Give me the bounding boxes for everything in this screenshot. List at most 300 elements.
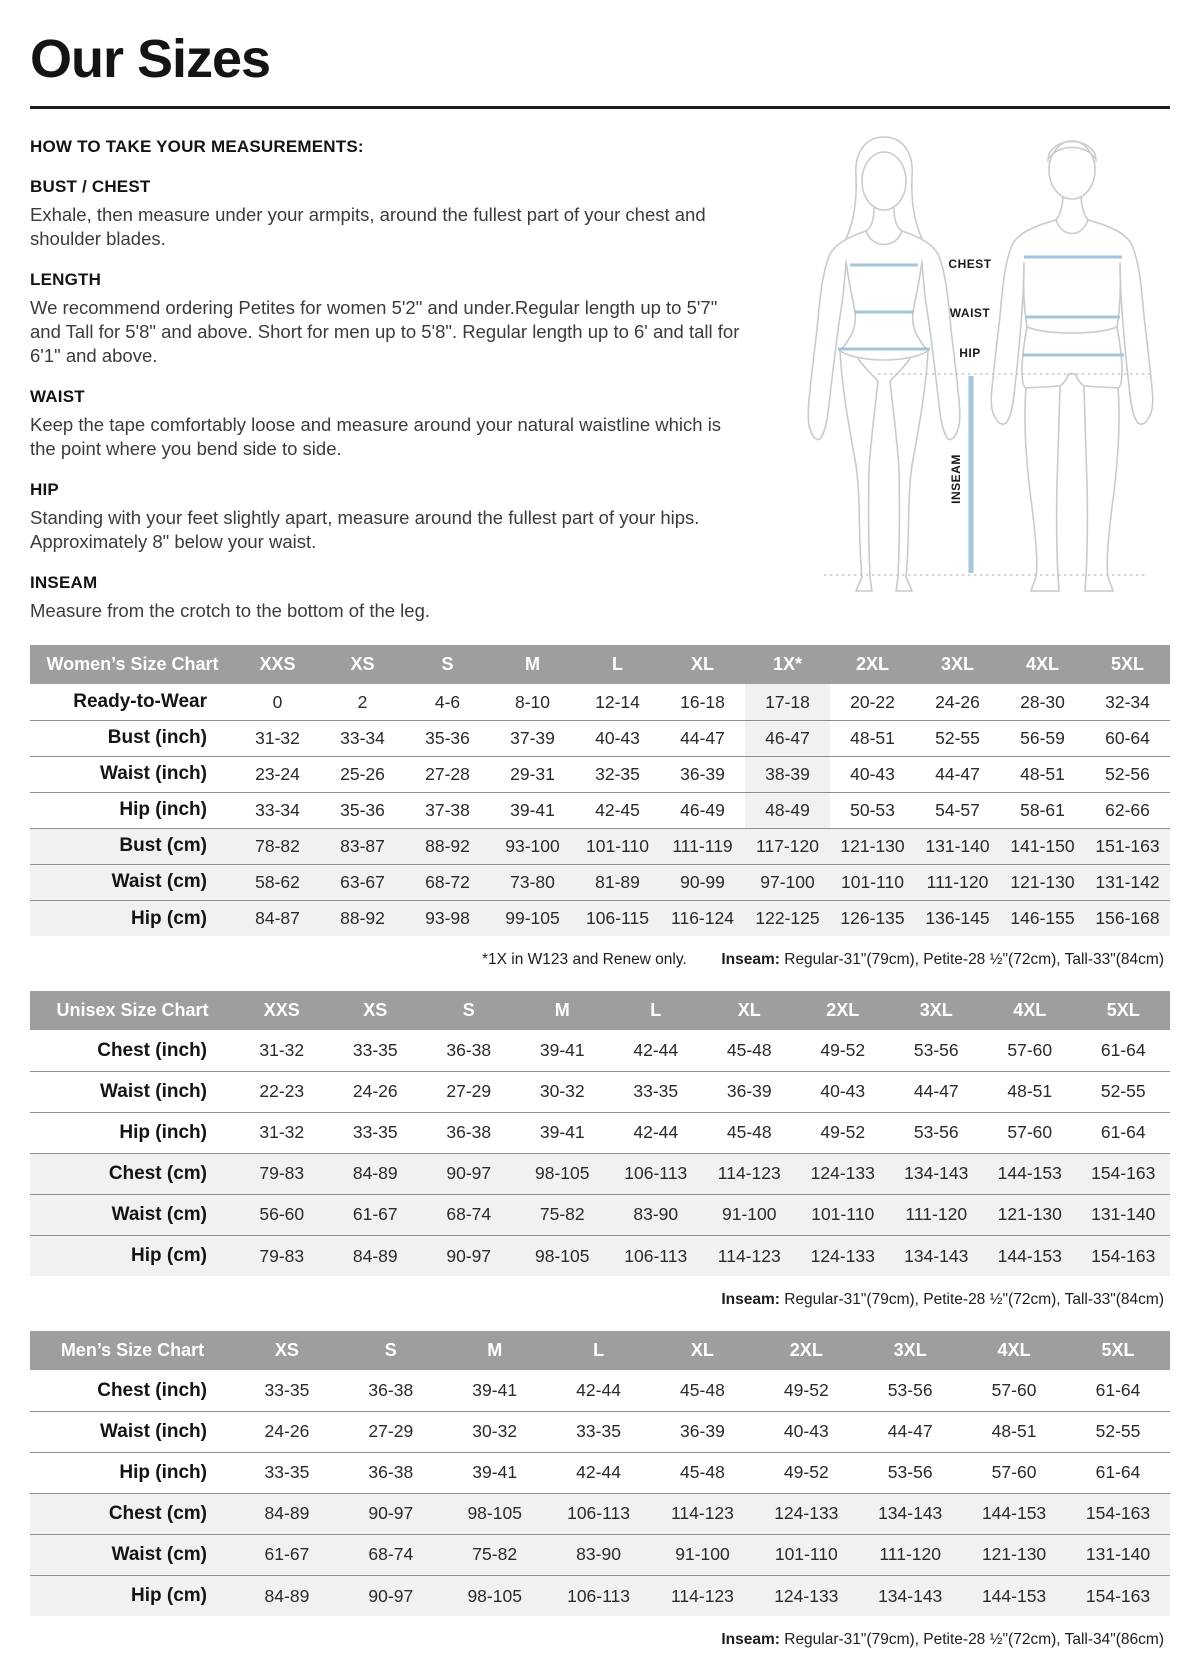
size-value-cell: 79-83 xyxy=(235,1235,329,1276)
size-value-cell: 57-60 xyxy=(983,1112,1077,1153)
size-value-cell: 131-142 xyxy=(1085,864,1170,900)
size-value-cell: 44-47 xyxy=(858,1411,962,1452)
size-column-header: XXS xyxy=(235,645,320,684)
size-value-cell: 84-89 xyxy=(329,1235,423,1276)
size-column-header: 2XL xyxy=(754,1331,858,1370)
size-value-cell: 25-26 xyxy=(320,756,405,792)
size-value-cell: 52-55 xyxy=(1077,1071,1171,1112)
size-value-cell: 16-18 xyxy=(680,691,725,712)
size-value-cell: 61-64 xyxy=(1066,1452,1170,1493)
mens-table-notes xyxy=(30,1631,1170,1649)
table-row xyxy=(30,1575,1170,1616)
table-row xyxy=(30,1071,1170,1112)
size-column-header: XL xyxy=(651,1331,755,1370)
size-value-cell: 48-51 xyxy=(830,720,915,756)
size-column-header: XS xyxy=(320,645,405,684)
size-value-cell: 35-36 xyxy=(405,720,490,756)
table-row xyxy=(30,1452,1170,1493)
size-value-cell: 48-49 xyxy=(745,792,830,828)
size-column-header: 5XL xyxy=(1085,645,1170,684)
size-value-cell: 46-47 xyxy=(745,720,830,756)
size-value-cell: 124-133 xyxy=(796,1235,890,1276)
size-value-cell: 121-130 xyxy=(830,828,915,864)
womens-size-table-container xyxy=(30,645,1170,936)
size-value-cell: 33-35 xyxy=(264,1380,310,1401)
size-value-cell: 36-38 xyxy=(339,1452,443,1493)
size-column-header: S xyxy=(339,1331,443,1370)
size-value-cell: 134-143 xyxy=(858,1493,962,1534)
size-column-header: L xyxy=(547,1331,651,1370)
size-value-cell: 40-43 xyxy=(830,756,915,792)
size-value-cell: 22-23 xyxy=(235,1071,329,1112)
inseam-note-label: Inseam: xyxy=(721,1291,780,1309)
size-column-header: XS xyxy=(329,991,423,1030)
table-row xyxy=(30,684,1170,720)
size-column-header: 1X* xyxy=(745,645,830,684)
size-value-cell: 83-90 xyxy=(547,1534,651,1575)
size-value-cell: 124-133 xyxy=(754,1493,858,1534)
size-value-cell: 61-64 xyxy=(1077,1112,1171,1153)
size-value-cell: 101-110 xyxy=(796,1194,890,1235)
table-row xyxy=(30,900,1170,936)
size-value-cell: 46-49 xyxy=(660,792,745,828)
row-label: Hip (cm) xyxy=(30,900,235,936)
row-label: Waist (inch) xyxy=(30,1411,235,1452)
section-body-inseam: Measure from the crotch to the bottom of the leg. xyxy=(30,600,431,622)
size-value-cell: 28-30 xyxy=(1020,691,1065,712)
size-value-cell: 144-153 xyxy=(983,1235,1077,1276)
size-value-cell: 42-44 xyxy=(547,1452,651,1493)
size-value-cell: 48-51 xyxy=(983,1071,1077,1112)
size-value-cell: 101-110 xyxy=(754,1534,858,1575)
table-row xyxy=(30,756,1170,792)
size-value-cell: 106-113 xyxy=(609,1235,703,1276)
table-row xyxy=(30,864,1170,900)
row-label: Hip (inch) xyxy=(30,1112,235,1153)
size-value-cell: 134-143 xyxy=(890,1153,984,1194)
size-value-cell: 126-135 xyxy=(830,900,915,936)
size-table xyxy=(30,645,1170,936)
size-column-header: 3XL xyxy=(915,645,1000,684)
size-value-cell: 33-35 xyxy=(352,1040,398,1061)
unisex-size-table-container xyxy=(30,991,1170,1276)
size-value-cell: 36-39 xyxy=(651,1411,755,1452)
size-value-cell: 131-140 xyxy=(1066,1534,1170,1575)
size-value-cell: 124-133 xyxy=(754,1575,858,1616)
size-value-cell: 57-60 xyxy=(962,1452,1066,1493)
table-row xyxy=(30,1112,1170,1153)
size-column-header: XS xyxy=(235,1331,339,1370)
size-value-cell: 154-163 xyxy=(1066,1575,1170,1616)
size-value-cell: 36-39 xyxy=(703,1071,797,1112)
size-value-cell: 33-34 xyxy=(235,792,320,828)
size-value-cell: 98-105 xyxy=(443,1493,547,1534)
size-value-cell: 90-99 xyxy=(660,864,745,900)
size-value-cell: 58-61 xyxy=(1000,792,1085,828)
size-value-cell: 44-47 xyxy=(890,1071,984,1112)
inseam-note xyxy=(721,1291,1164,1309)
size-value-cell: 98-105 xyxy=(516,1235,610,1276)
size-column-header: XL xyxy=(703,991,797,1030)
size-value-cell: 48-51 xyxy=(1000,756,1085,792)
size-value-cell: 63-67 xyxy=(320,864,405,900)
size-column-header: 3XL xyxy=(890,991,984,1030)
size-value-cell: 36-38 xyxy=(446,1040,492,1061)
man-figure xyxy=(991,141,1153,591)
size-value-cell: 131-140 xyxy=(1077,1194,1171,1235)
row-label: Bust (inch) xyxy=(30,720,235,756)
row-label: Chest (inch) xyxy=(97,1039,207,1061)
size-value-cell: 42-44 xyxy=(633,1040,679,1061)
size-value-cell: 79-83 xyxy=(235,1153,329,1194)
row-label: Bust (cm) xyxy=(30,828,235,864)
size-value-cell: 44-47 xyxy=(915,756,1000,792)
size-column-header: 2XL xyxy=(830,645,915,684)
size-value-cell: 116-124 xyxy=(660,900,745,936)
size-value-cell: 40-43 xyxy=(575,720,660,756)
size-value-cell: 84-89 xyxy=(329,1153,423,1194)
size-value-cell: 84-89 xyxy=(235,1493,339,1534)
size-column-header: M xyxy=(490,645,575,684)
size-value-cell: 58-62 xyxy=(235,864,320,900)
row-label: Waist (inch) xyxy=(30,1071,235,1112)
table-row xyxy=(30,1411,1170,1452)
size-value-cell: 39-41 xyxy=(472,1380,518,1401)
size-column-header: 4XL xyxy=(983,991,1077,1030)
size-value-cell: 53-56 xyxy=(913,1040,959,1061)
table-row xyxy=(30,720,1170,756)
section-body-length: We recommend ordering Petites for women 5'2" and under.Regular length up to 5'7" and Tall for 5'8" and above. Short for men up to 5'8". Regular length up to 6' and tall for 6'1" and above. xyxy=(30,297,740,367)
size-value-cell: 24-26 xyxy=(935,691,980,712)
size-value-cell: 90-97 xyxy=(422,1153,516,1194)
table-row xyxy=(30,1153,1170,1194)
size-value-cell: 134-143 xyxy=(890,1235,984,1276)
size-value-cell: 97-100 xyxy=(745,864,830,900)
size-value-cell: 90-97 xyxy=(422,1235,516,1276)
size-value-cell: 33-35 xyxy=(609,1071,703,1112)
section-heading-waist: WAIST xyxy=(30,387,85,407)
size-value-cell: 37-39 xyxy=(490,720,575,756)
size-value-cell: 57-60 xyxy=(1007,1040,1053,1061)
section-body-hip: Standing with your feet slightly apart, measure around the fullest part of your hips. Approximately 8" below your waist. xyxy=(30,507,700,553)
row-label: Waist (cm) xyxy=(30,864,235,900)
size-value-cell: 154-163 xyxy=(1066,1493,1170,1534)
size-value-cell: 75-82 xyxy=(516,1194,610,1235)
table-title-cell: Unisex Size Chart xyxy=(30,991,235,1030)
table-row xyxy=(30,1030,1170,1071)
size-value-cell: 42-44 xyxy=(576,1380,621,1401)
size-column-header: 5XL xyxy=(1077,991,1171,1030)
size-value-cell: 90-97 xyxy=(339,1493,443,1534)
size-value-cell: 56-60 xyxy=(235,1194,329,1235)
size-value-cell: 31-32 xyxy=(259,1040,305,1061)
size-value-cell: 53-56 xyxy=(858,1452,962,1493)
woman-figure xyxy=(808,137,960,591)
size-value-cell: 42-45 xyxy=(575,792,660,828)
table-header-row xyxy=(30,1331,1170,1370)
size-value-cell: 62-66 xyxy=(1085,792,1170,828)
unisex-size-chart-block xyxy=(30,991,1170,1309)
size-value-cell: 83-87 xyxy=(320,828,405,864)
size-value-cell: 106-113 xyxy=(547,1493,651,1534)
mens-size-chart-block xyxy=(30,1331,1170,1649)
table-row xyxy=(30,1493,1170,1534)
size-value-cell: 32-35 xyxy=(575,756,660,792)
size-value-cell: 90-97 xyxy=(339,1575,443,1616)
how-to-heading: HOW TO TAKE YOUR MEASUREMENTS: xyxy=(30,137,364,156)
size-value-cell: 53-56 xyxy=(887,1380,933,1401)
waist-label: WAIST xyxy=(949,306,991,320)
size-value-cell: 36-38 xyxy=(368,1380,414,1401)
row-label: Ready-to-Wear xyxy=(73,691,207,713)
size-value-cell: 56-59 xyxy=(1000,720,1085,756)
womens-size-chart-block xyxy=(30,645,1170,969)
table-row xyxy=(30,828,1170,864)
size-value-cell: 12-14 xyxy=(595,691,640,712)
size-value-cell: 144-153 xyxy=(983,1153,1077,1194)
table-row xyxy=(30,1194,1170,1235)
row-label: Waist (cm) xyxy=(30,1534,235,1575)
size-value-cell: 101-110 xyxy=(830,864,915,900)
section-heading-hip: HIP xyxy=(30,480,59,500)
size-value-cell: 121-130 xyxy=(962,1534,1066,1575)
size-value-cell: 24-26 xyxy=(235,1411,339,1452)
size-table xyxy=(30,991,1170,1276)
size-value-cell: 146-155 xyxy=(1000,900,1085,936)
size-value-cell: 48-51 xyxy=(962,1411,1066,1452)
size-value-cell: 111-119 xyxy=(660,828,745,864)
unisex-table-notes xyxy=(30,1291,1170,1309)
size-value-cell: 98-105 xyxy=(516,1153,610,1194)
size-value-cell: 122-125 xyxy=(745,900,830,936)
size-column-header: 2XL xyxy=(796,991,890,1030)
size-value-cell: 32-34 xyxy=(1105,691,1150,712)
inseam-note-label: Inseam: xyxy=(721,951,780,969)
size-value-cell: 101-110 xyxy=(575,828,660,864)
size-value-cell: 42-44 xyxy=(609,1112,703,1153)
size-value-cell: 45-48 xyxy=(726,1040,772,1061)
size-value-cell: 45-48 xyxy=(703,1112,797,1153)
size-column-header: 5XL xyxy=(1066,1331,1170,1370)
size-column-header: 3XL xyxy=(858,1331,962,1370)
inseam-note-label: Inseam: xyxy=(721,1631,780,1649)
size-value-cell: 29-31 xyxy=(490,756,575,792)
size-value-cell: 144-153 xyxy=(962,1575,1066,1616)
size-value-cell: 121-130 xyxy=(1000,864,1085,900)
size-value-cell: 154-163 xyxy=(1077,1153,1171,1194)
size-value-cell: 114-123 xyxy=(651,1575,755,1616)
size-value-cell: 27-28 xyxy=(405,756,490,792)
size-value-cell: 151-163 xyxy=(1085,828,1170,864)
size-value-cell: 84-87 xyxy=(235,900,320,936)
size-value-cell: 136-145 xyxy=(915,900,1000,936)
size-value-cell: 78-82 xyxy=(235,828,320,864)
size-value-cell: 111-120 xyxy=(915,864,1000,900)
size-value-cell: 61-64 xyxy=(1095,1380,1141,1401)
inseam-note-text: Regular-31"(79cm), Petite-28 ½"(72cm), Tall-33"(84cm) xyxy=(779,951,1164,969)
table-header-row xyxy=(30,991,1170,1030)
size-value-cell: 31-32 xyxy=(235,720,320,756)
size-value-cell: 88-92 xyxy=(405,828,490,864)
mens-size-table-container xyxy=(30,1331,1170,1616)
inseam-note-text: Regular-31"(79cm), Petite-28 ½"(72cm), Tall-34"(86cm) xyxy=(779,1631,1164,1649)
table-title-cell: Women’s Size Chart xyxy=(30,645,235,684)
measurement-diagram xyxy=(745,127,1170,599)
section-body-bust-chest: Exhale, then measure under your armpits, around the fullest part of your chest and shoulder blades. xyxy=(30,204,706,250)
size-value-cell: 50-53 xyxy=(830,792,915,828)
size-value-cell: 134-143 xyxy=(858,1575,962,1616)
size-value-cell: 33-35 xyxy=(329,1112,423,1153)
size-value-cell: 61-64 xyxy=(1100,1040,1146,1061)
size-value-cell: 44-47 xyxy=(660,720,745,756)
size-column-header: L xyxy=(609,991,703,1030)
size-column-header: M xyxy=(443,1331,547,1370)
size-value-cell: 33-34 xyxy=(320,720,405,756)
size-value-cell: 83-90 xyxy=(609,1194,703,1235)
size-value-cell: 36-39 xyxy=(660,756,745,792)
section-heading-inseam: INSEAM xyxy=(30,573,98,593)
size-value-cell: 81-89 xyxy=(575,864,660,900)
size-value-cell: 114-123 xyxy=(703,1235,797,1276)
size-value-cell: 57-60 xyxy=(991,1380,1037,1401)
table-header-row xyxy=(30,645,1170,684)
size-value-cell: 68-74 xyxy=(422,1194,516,1235)
size-value-cell: 144-153 xyxy=(962,1493,1066,1534)
size-column-header: M xyxy=(516,991,610,1030)
inseam-note xyxy=(721,951,1164,969)
row-label: Waist (inch) xyxy=(30,756,235,792)
size-value-cell: 27-29 xyxy=(422,1071,516,1112)
size-value-cell: 39-41 xyxy=(490,792,575,828)
size-value-cell: 49-52 xyxy=(754,1452,858,1493)
size-value-cell: 60-64 xyxy=(1085,720,1170,756)
womens-table-notes xyxy=(30,951,1170,969)
size-value-cell: 49-52 xyxy=(796,1112,890,1153)
row-label: Chest (cm) xyxy=(30,1153,235,1194)
size-value-cell: 49-52 xyxy=(783,1380,829,1401)
size-value-cell: 93-98 xyxy=(405,900,490,936)
size-value-cell: 106-113 xyxy=(609,1153,703,1194)
size-value-cell: 53-56 xyxy=(890,1112,984,1153)
size-value-cell: 33-35 xyxy=(235,1452,339,1493)
table-row xyxy=(30,1534,1170,1575)
size-value-cell: 68-74 xyxy=(339,1534,443,1575)
row-label: Hip (cm) xyxy=(30,1575,235,1616)
size-column-header: S xyxy=(405,645,490,684)
size-value-cell: 114-123 xyxy=(703,1153,797,1194)
inseam-note-text: Regular-31"(79cm), Petite-28 ½"(72cm), Tall-33"(84cm) xyxy=(779,1291,1164,1309)
row-label: Hip (inch) xyxy=(30,1452,235,1493)
size-value-cell: 39-41 xyxy=(443,1452,547,1493)
inseam-label: INSEAM xyxy=(949,454,963,504)
size-column-header: S xyxy=(422,991,516,1030)
size-value-cell: 121-130 xyxy=(983,1194,1077,1235)
size-value-cell: 38-39 xyxy=(745,756,830,792)
size-value-cell: 24-26 xyxy=(329,1071,423,1112)
table-footnote: *1X in W123 and Renew only. xyxy=(482,951,687,969)
size-column-header: 4XL xyxy=(962,1331,1066,1370)
size-value-cell: 73-80 xyxy=(490,864,575,900)
size-value-cell: 2 xyxy=(357,691,368,712)
size-value-cell: 45-48 xyxy=(651,1452,755,1493)
size-value-cell: 0 xyxy=(272,691,283,712)
size-value-cell: 75-82 xyxy=(443,1534,547,1575)
size-value-cell: 40-43 xyxy=(796,1071,890,1112)
size-value-cell: 114-123 xyxy=(651,1493,755,1534)
size-value-cell: 27-29 xyxy=(339,1411,443,1452)
title-divider xyxy=(30,106,1170,109)
size-column-header: L xyxy=(575,645,660,684)
size-value-cell: 52-55 xyxy=(915,720,1000,756)
size-value-cell: 61-67 xyxy=(329,1194,423,1235)
size-value-cell: 40-43 xyxy=(754,1411,858,1452)
row-label: Chest (cm) xyxy=(30,1493,235,1534)
size-value-cell: 36-38 xyxy=(422,1112,516,1153)
table-row xyxy=(30,792,1170,828)
row-label: Hip (inch) xyxy=(30,792,235,828)
hip-label: HIP xyxy=(959,346,981,360)
size-value-cell: 33-35 xyxy=(547,1411,651,1452)
size-value-cell: 106-113 xyxy=(547,1575,651,1616)
table-row xyxy=(30,1235,1170,1276)
size-value-cell: 156-168 xyxy=(1085,900,1170,936)
size-value-cell: 99-105 xyxy=(490,900,575,936)
size-value-cell: 30-32 xyxy=(516,1071,610,1112)
size-table xyxy=(30,1331,1170,1616)
size-value-cell: 31-32 xyxy=(235,1112,329,1153)
chest-label: CHEST xyxy=(948,257,992,271)
row-label: Hip (cm) xyxy=(30,1235,235,1276)
size-value-cell: 84-89 xyxy=(235,1575,339,1616)
size-value-cell: 39-41 xyxy=(516,1112,610,1153)
table-title-cell: Men’s Size Chart xyxy=(30,1331,235,1370)
size-column-header: XXS xyxy=(235,991,329,1030)
row-label: Waist (cm) xyxy=(30,1194,235,1235)
section-body-waist: Keep the tape comfortably loose and measure around your natural waistline which is the point where you bend side to side. xyxy=(30,414,722,460)
size-value-cell: 98-105 xyxy=(443,1575,547,1616)
size-value-cell: 49-52 xyxy=(820,1040,866,1061)
size-value-cell: 61-67 xyxy=(235,1534,339,1575)
body-figures-illustration xyxy=(772,127,1170,599)
section-heading-length: LENGTH xyxy=(30,270,102,290)
size-value-cell: 8-10 xyxy=(514,691,551,712)
size-value-cell: 131-140 xyxy=(915,828,1000,864)
size-column-header: 4XL xyxy=(1000,645,1085,684)
row-label: Chest (inch) xyxy=(97,1379,207,1401)
size-value-cell: 117-120 xyxy=(745,828,830,864)
size-value-cell: 39-41 xyxy=(539,1040,585,1061)
page-title: Our Sizes xyxy=(30,29,271,89)
size-value-cell: 93-100 xyxy=(490,828,575,864)
size-value-cell: 111-120 xyxy=(858,1534,962,1575)
size-value-cell: 91-100 xyxy=(703,1194,797,1235)
size-value-cell: 111-120 xyxy=(890,1194,984,1235)
size-value-cell: 124-133 xyxy=(796,1153,890,1194)
size-value-cell: 141-150 xyxy=(1000,828,1085,864)
size-value-cell: 88-92 xyxy=(320,900,405,936)
inseam-note xyxy=(721,1631,1164,1649)
size-value-cell: 23-24 xyxy=(235,756,320,792)
table-row xyxy=(30,1370,1170,1411)
intro-section xyxy=(30,133,1170,623)
size-value-cell: 45-48 xyxy=(680,1380,725,1401)
size-value-cell: 35-36 xyxy=(320,792,405,828)
size-value-cell: 68-72 xyxy=(405,864,490,900)
size-value-cell: 4-6 xyxy=(434,691,461,712)
size-value-cell: 20-22 xyxy=(850,691,895,712)
measurement-instructions xyxy=(30,133,745,623)
size-value-cell: 154-163 xyxy=(1077,1235,1171,1276)
